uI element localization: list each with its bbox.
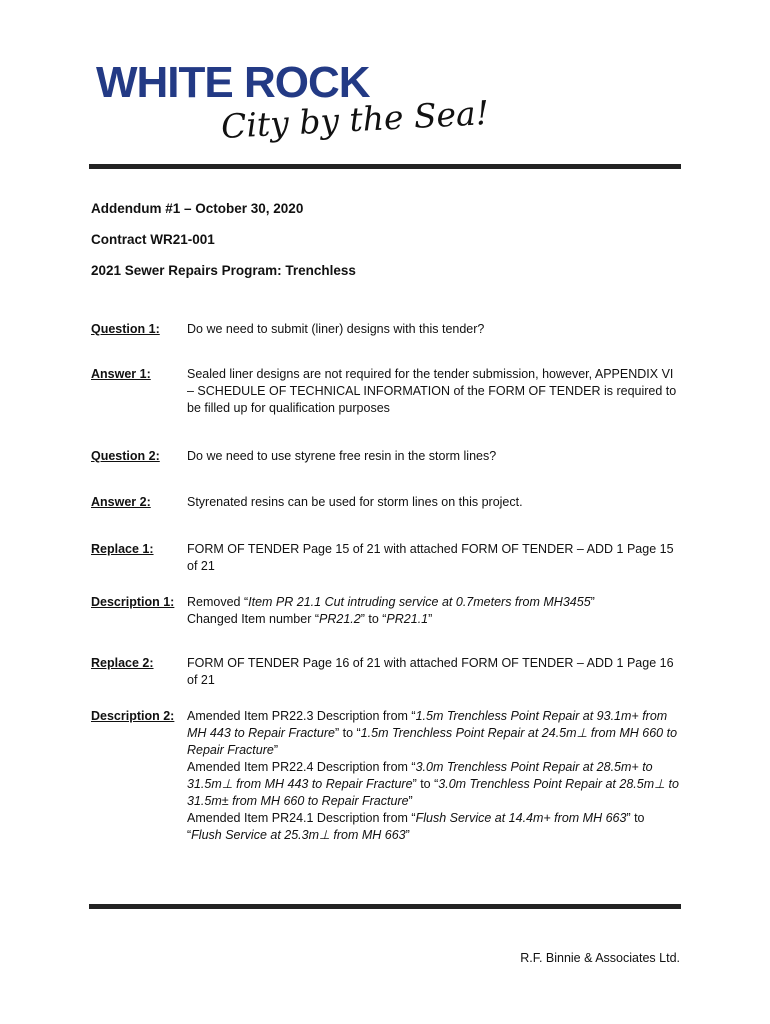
entry-label: Description 1:: [91, 595, 175, 609]
entry-text: Styrenated resins can be used for storm lines on this project.: [187, 495, 523, 509]
entry-label: Description 2:: [91, 709, 175, 723]
entry-text: FORM OF TENDER Page 16 of 21 with attached FORM OF TENDER – ADD 1 Page 16 of 21: [187, 656, 674, 687]
entry-label: Question 2:: [91, 449, 160, 463]
entry-label: Replace 1:: [91, 542, 154, 556]
addendum-title: Addendum #1 – October 30, 2020: [91, 201, 304, 216]
entry-text: Do we need to use styrene free resin in the storm lines?: [187, 449, 497, 463]
description-line: Changed Item number “PR21.2” to “PR21.1”: [187, 612, 433, 626]
entry-label: Replace 2:: [91, 656, 154, 670]
entry-text: Sealed liner designs are not required for the tender submission, however, APPENDIX VI – SCHEDULE OF TECHNICAL INFORMATION of the FORM OF TENDER is required to be filled up for qualification purposes: [187, 367, 677, 415]
logo-tagline: City by the Sea!: [220, 93, 490, 146]
bottom-divider: [89, 904, 681, 909]
entry-label: Answer 2:: [91, 495, 151, 509]
white-rock-logo: [96, 58, 490, 148]
entry-label: Answer 1:: [91, 367, 151, 381]
description-line: Removed “Item PR 21.1 Cut intruding service at 0.7meters from MH3455”: [187, 595, 595, 609]
description-paragraph: Amended Item PR24.1 Description from “Flush Service at 14.4m+ from MH 663” to “Flush Service at 25.3m⊥ from MH 663”: [187, 811, 645, 842]
top-divider: [89, 164, 681, 169]
program-title: 2021 Sewer Repairs Program: Trenchless: [91, 263, 356, 278]
description-paragraph: Amended Item PR22.3 Description from “1.5m Trenchless Point Repair at 93.1m+ from MH 443 to Repair Fracture” to “1.5m Trenchless Point Repair at 24.5m⊥ from MH 660 to Repair Fracture”: [187, 709, 678, 757]
logo-wordmark: WHITE ROCK: [96, 58, 370, 107]
footer-company: R.F. Binnie & Associates Ltd.: [520, 951, 680, 965]
entry-text: Do we need to submit (liner) designs with this tender?: [187, 322, 485, 336]
entry-text: FORM OF TENDER Page 15 of 21 with attached FORM OF TENDER – ADD 1 Page 15 of 21: [187, 542, 674, 573]
description-paragraph: Amended Item PR22.4 Description from “3.0m Trenchless Point Repair at 28.5m+ to 31.5m⊥ from MH 443 to Repair Fracture” to “3.0m Trenchless Point Repair at 28.5m⊥ to 31.5m± from MH 660 to Repair Fracture”: [187, 760, 679, 808]
contract-number: Contract WR21-001: [91, 232, 215, 247]
entry-label: Question 1:: [91, 322, 160, 336]
